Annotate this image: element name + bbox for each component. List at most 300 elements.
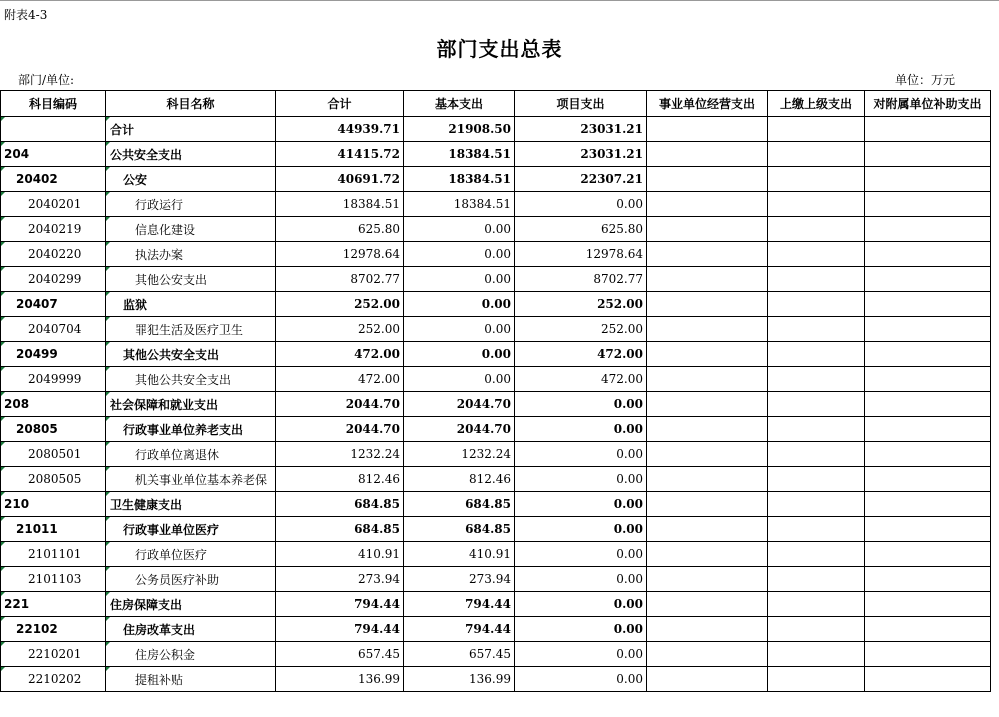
cell-remit	[768, 242, 865, 267]
table-row	[1, 292, 991, 317]
cell-code	[1, 117, 106, 142]
cell-marker	[1, 192, 5, 196]
cell-marker	[106, 567, 110, 571]
cell-remit	[768, 192, 865, 217]
cell-business	[647, 592, 768, 617]
header-business: 事业单位经营支出	[647, 91, 768, 117]
cell-project: 0.00	[515, 442, 647, 467]
cell-marker	[1, 592, 5, 596]
name-text: 行政单位医疗	[135, 547, 208, 562]
table-row	[1, 142, 991, 167]
code-text: 204	[4, 147, 30, 161]
name-text: 信息化建设	[135, 222, 196, 237]
cell-name	[106, 417, 276, 442]
cell-code	[1, 142, 106, 167]
cell-subsidy	[865, 267, 991, 292]
cell-marker	[106, 442, 110, 446]
name-text: 卫生健康支出	[110, 497, 183, 512]
cell-total: 252.00	[276, 317, 404, 342]
cell-name	[106, 467, 276, 492]
cell-basic: 1232.24	[404, 442, 515, 467]
unit-label: 单位：万元	[895, 73, 956, 87]
cell-project: 23031.21	[515, 142, 647, 167]
header-project: 项目支出	[515, 91, 647, 117]
cell-code	[1, 192, 106, 217]
cell-project: 0.00	[515, 517, 647, 542]
cell-marker	[106, 192, 110, 196]
cell-remit	[768, 467, 865, 492]
cell-total: 794.44	[276, 592, 404, 617]
cell-business	[647, 667, 768, 692]
cell-total: 2044.70	[276, 417, 404, 442]
cell-name	[106, 167, 276, 192]
code-text: 2049999	[28, 372, 82, 386]
cell-name	[106, 192, 276, 217]
cell-code	[1, 367, 106, 392]
cell-total: 273.94	[276, 567, 404, 592]
cell-subsidy	[865, 642, 991, 667]
cell-total: 18384.51	[276, 192, 404, 217]
cell-marker	[106, 217, 110, 221]
cell-marker	[1, 417, 5, 421]
cell-business	[647, 267, 768, 292]
cell-total: 44939.71	[276, 117, 404, 142]
cell-marker	[1, 667, 5, 671]
cell-project: 472.00	[515, 342, 647, 367]
cell-basic: 794.44	[404, 592, 515, 617]
top-border	[0, 0, 999, 1]
cell-code	[1, 292, 106, 317]
cell-remit	[768, 117, 865, 142]
cell-marker	[1, 292, 5, 296]
table-row	[1, 167, 991, 192]
cell-basic: 684.85	[404, 492, 515, 517]
cell-basic: 0.00	[404, 217, 515, 242]
cell-business	[647, 467, 768, 492]
name-text: 监狱	[123, 297, 148, 312]
cell-marker	[106, 142, 110, 146]
cell-subsidy	[865, 142, 991, 167]
cell-code	[1, 617, 106, 642]
cell-marker	[106, 317, 110, 321]
cell-marker	[1, 317, 5, 321]
table-body	[1, 117, 991, 692]
cell-business	[647, 217, 768, 242]
table-row	[1, 592, 991, 617]
cell-basic: 0.00	[404, 342, 515, 367]
cell-code	[1, 517, 106, 542]
code-text: 20805	[16, 422, 58, 436]
cell-remit	[768, 392, 865, 417]
cell-total: 625.80	[276, 217, 404, 242]
name-text: 住房保障支出	[110, 597, 183, 612]
table-row	[1, 342, 991, 367]
cell-remit	[768, 492, 865, 517]
cell-project: 0.00	[515, 417, 647, 442]
cell-subsidy	[865, 367, 991, 392]
header-remit: 上缴上级支出	[768, 91, 865, 117]
cell-marker	[106, 117, 110, 121]
cell-name	[106, 267, 276, 292]
cell-subsidy	[865, 442, 991, 467]
name-text: 社会保障和就业支出	[110, 397, 219, 412]
cell-business	[647, 167, 768, 192]
cell-remit	[768, 667, 865, 692]
cell-project: 0.00	[515, 192, 647, 217]
cell-basic: 794.44	[404, 617, 515, 642]
cell-total: 12978.64	[276, 242, 404, 267]
cell-business	[647, 517, 768, 542]
cell-basic: 18384.51	[404, 192, 515, 217]
cell-project: 0.00	[515, 492, 647, 517]
cell-remit	[768, 167, 865, 192]
cell-basic: 18384.51	[404, 167, 515, 192]
code-text: 208	[4, 397, 30, 411]
cell-project: 12978.64	[515, 242, 647, 267]
cell-basic: 18384.51	[404, 142, 515, 167]
cell-business	[647, 642, 768, 667]
cell-marker	[106, 492, 110, 496]
cell-basic: 273.94	[404, 567, 515, 592]
cell-remit	[768, 142, 865, 167]
cell-marker	[106, 392, 110, 396]
cell-subsidy	[865, 417, 991, 442]
cell-basic: 0.00	[404, 242, 515, 267]
cell-code	[1, 342, 106, 367]
cell-subsidy	[865, 242, 991, 267]
cell-remit	[768, 417, 865, 442]
code-text: 21011	[16, 522, 58, 536]
cell-name	[106, 642, 276, 667]
cell-code	[1, 242, 106, 267]
cell-total: 2044.70	[276, 392, 404, 417]
cell-basic: 0.00	[404, 292, 515, 317]
cell-name	[106, 217, 276, 242]
cell-marker	[106, 417, 110, 421]
code-text: 20402	[16, 172, 58, 186]
cell-business	[647, 367, 768, 392]
cell-basic: 0.00	[404, 367, 515, 392]
cell-remit	[768, 292, 865, 317]
name-text: 住房公积金	[135, 647, 196, 662]
cell-marker	[106, 242, 110, 246]
code-text: 2210202	[28, 672, 82, 686]
cell-total: 684.85	[276, 492, 404, 517]
cell-marker	[1, 242, 5, 246]
cell-marker	[106, 267, 110, 271]
name-text: 合计	[110, 122, 135, 137]
cell-marker	[1, 567, 5, 571]
cell-name	[106, 242, 276, 267]
cell-name	[106, 442, 276, 467]
cell-subsidy	[865, 567, 991, 592]
cell-total: 794.44	[276, 617, 404, 642]
name-text: 罪犯生活及医疗卫生	[135, 322, 244, 337]
cell-name	[106, 367, 276, 392]
code-text: 22102	[16, 622, 58, 636]
name-text: 公安	[123, 172, 148, 187]
cell-marker	[106, 517, 110, 521]
cell-code	[1, 267, 106, 292]
code-text: 2040704	[28, 322, 82, 336]
name-text: 公共安全支出	[110, 147, 183, 162]
code-text: 2210201	[28, 647, 82, 661]
cell-business	[647, 317, 768, 342]
code-text: 20499	[16, 347, 58, 361]
name-text: 公务员医疗补助	[135, 572, 220, 587]
cell-marker	[1, 542, 5, 546]
cell-subsidy	[865, 592, 991, 617]
cell-remit	[768, 317, 865, 342]
code-text: 2080501	[28, 447, 82, 461]
cell-project: 0.00	[515, 567, 647, 592]
cell-code	[1, 392, 106, 417]
code-text: 2040219	[28, 222, 82, 236]
cell-code	[1, 667, 106, 692]
cell-code	[1, 567, 106, 592]
cell-subsidy	[865, 117, 991, 142]
table-header-row	[1, 91, 991, 117]
header-basic: 基本支出	[404, 91, 515, 117]
cell-total: 1232.24	[276, 442, 404, 467]
cell-business	[647, 392, 768, 417]
cell-marker	[1, 517, 5, 521]
cell-remit	[768, 342, 865, 367]
cell-total: 41415.72	[276, 142, 404, 167]
cell-name	[106, 517, 276, 542]
cell-remit	[768, 217, 865, 242]
cell-marker	[1, 142, 5, 146]
name-text: 行政事业单位医疗	[123, 522, 220, 537]
cell-business	[647, 617, 768, 642]
cell-code	[1, 217, 106, 242]
cell-project: 252.00	[515, 292, 647, 317]
cell-name	[106, 142, 276, 167]
cell-project: 22307.21	[515, 167, 647, 192]
cell-remit	[768, 592, 865, 617]
table-row	[1, 367, 991, 392]
table-row	[1, 117, 991, 142]
cell-code	[1, 592, 106, 617]
cell-basic: 2044.70	[404, 417, 515, 442]
cell-basic: 136.99	[404, 667, 515, 692]
name-text: 住房改革支出	[123, 622, 196, 637]
cell-subsidy	[865, 667, 991, 692]
table-row	[1, 442, 991, 467]
cell-project: 23031.21	[515, 117, 647, 142]
code-text: 2040220	[28, 247, 82, 261]
cell-marker	[1, 467, 5, 471]
table-row	[1, 467, 991, 492]
name-text: 机关事业单位基本养老保	[135, 472, 268, 487]
table-row	[1, 642, 991, 667]
cell-subsidy	[865, 217, 991, 242]
name-text: 行政运行	[135, 197, 184, 212]
cell-name	[106, 592, 276, 617]
table-row	[1, 217, 991, 242]
cell-business	[647, 417, 768, 442]
name-text: 其他公共安全支出	[135, 372, 232, 387]
code-text: 2040201	[28, 197, 82, 211]
cell-remit	[768, 617, 865, 642]
cell-name	[106, 317, 276, 342]
cell-marker	[1, 367, 5, 371]
cell-marker	[1, 167, 5, 171]
table-row	[1, 492, 991, 517]
table-row	[1, 417, 991, 442]
cell-subsidy	[865, 342, 991, 367]
cell-marker	[1, 392, 5, 396]
cell-marker	[1, 267, 5, 271]
cell-marker	[106, 592, 110, 596]
cell-name	[106, 617, 276, 642]
cell-total: 472.00	[276, 342, 404, 367]
header-total: 合计	[276, 91, 404, 117]
cell-project: 252.00	[515, 317, 647, 342]
cell-name	[106, 667, 276, 692]
cell-remit	[768, 542, 865, 567]
table-row	[1, 567, 991, 592]
cell-code	[1, 542, 106, 567]
cell-business	[647, 342, 768, 367]
cell-total: 812.46	[276, 467, 404, 492]
cell-marker	[106, 642, 110, 646]
cell-remit	[768, 367, 865, 392]
expenditure-table	[0, 90, 991, 692]
cell-marker	[1, 617, 5, 621]
code-text: 2040299	[28, 272, 82, 286]
cell-code	[1, 317, 106, 342]
page-title: 部门支出总表	[436, 37, 563, 61]
cell-marker	[106, 617, 110, 621]
code-text: 2080505	[28, 472, 82, 486]
cell-marker	[1, 492, 5, 496]
cell-marker	[106, 467, 110, 471]
cell-marker	[1, 642, 5, 646]
cell-name	[106, 567, 276, 592]
code-text: 20407	[16, 297, 58, 311]
name-text: 执法办案	[135, 247, 184, 262]
cell-marker	[106, 667, 110, 671]
cell-project: 8702.77	[515, 267, 647, 292]
cell-marker	[106, 542, 110, 546]
cell-subsidy	[865, 292, 991, 317]
cell-name	[106, 392, 276, 417]
cell-total: 252.00	[276, 292, 404, 317]
cell-subsidy	[865, 317, 991, 342]
cell-project: 0.00	[515, 617, 647, 642]
cell-marker	[1, 117, 5, 121]
code-text: 221	[4, 597, 30, 611]
cell-basic: 0.00	[404, 267, 515, 292]
name-text: 其他公共安全支出	[123, 347, 220, 362]
cell-marker	[1, 442, 5, 446]
table-row	[1, 242, 991, 267]
department-label: 部门/单位:	[18, 73, 75, 87]
table-row	[1, 542, 991, 567]
table-row	[1, 317, 991, 342]
cell-name	[106, 542, 276, 567]
table-row	[1, 267, 991, 292]
cell-marker	[106, 367, 110, 371]
cell-remit	[768, 642, 865, 667]
cell-code	[1, 417, 106, 442]
attachment-label: 附表4-3	[4, 8, 48, 22]
name-text: 行政事业单位养老支出	[123, 422, 244, 437]
cell-project: 0.00	[515, 592, 647, 617]
cell-name	[106, 292, 276, 317]
cell-business	[647, 192, 768, 217]
cell-name	[106, 117, 276, 142]
header-name: 科目名称	[106, 91, 276, 117]
cell-business	[647, 442, 768, 467]
table-row	[1, 392, 991, 417]
cell-code	[1, 467, 106, 492]
cell-marker	[1, 217, 5, 221]
cell-basic: 812.46	[404, 467, 515, 492]
cell-subsidy	[865, 492, 991, 517]
cell-subsidy	[865, 517, 991, 542]
cell-total: 8702.77	[276, 267, 404, 292]
table-row	[1, 617, 991, 642]
cell-basic: 0.00	[404, 317, 515, 342]
cell-code	[1, 642, 106, 667]
cell-subsidy	[865, 167, 991, 192]
cell-project: 0.00	[515, 542, 647, 567]
cell-remit	[768, 567, 865, 592]
cell-business	[647, 567, 768, 592]
header-code: 科目编码	[1, 91, 106, 117]
cell-subsidy	[865, 467, 991, 492]
cell-total: 684.85	[276, 517, 404, 542]
cell-subsidy	[865, 617, 991, 642]
cell-basic: 2044.70	[404, 392, 515, 417]
cell-remit	[768, 267, 865, 292]
cell-total: 472.00	[276, 367, 404, 392]
name-text: 提租补贴	[135, 672, 184, 687]
code-text: 2101101	[28, 547, 82, 561]
cell-project: 0.00	[515, 392, 647, 417]
code-text: 210	[4, 497, 30, 511]
cell-code	[1, 492, 106, 517]
cell-basic: 410.91	[404, 542, 515, 567]
cell-project: 0.00	[515, 667, 647, 692]
name-text: 行政单位离退休	[135, 447, 220, 462]
name-text: 其他公安支出	[135, 272, 208, 287]
cell-basic: 21908.50	[404, 117, 515, 142]
cell-project: 625.80	[515, 217, 647, 242]
cell-subsidy	[865, 392, 991, 417]
cell-total: 657.45	[276, 642, 404, 667]
cell-business	[647, 292, 768, 317]
cell-basic: 657.45	[404, 642, 515, 667]
cell-total: 410.91	[276, 542, 404, 567]
cell-subsidy	[865, 192, 991, 217]
cell-total: 40691.72	[276, 167, 404, 192]
code-text: 2101103	[28, 572, 82, 586]
cell-business	[647, 242, 768, 267]
cell-project: 0.00	[515, 467, 647, 492]
cell-business	[647, 542, 768, 567]
cell-total: 136.99	[276, 667, 404, 692]
cell-marker	[106, 167, 110, 171]
header-subsidy: 对附属单位补助支出	[865, 91, 991, 117]
cell-subsidy	[865, 542, 991, 567]
table-row	[1, 192, 991, 217]
cell-name	[106, 492, 276, 517]
cell-marker	[1, 342, 5, 346]
cell-business	[647, 492, 768, 517]
